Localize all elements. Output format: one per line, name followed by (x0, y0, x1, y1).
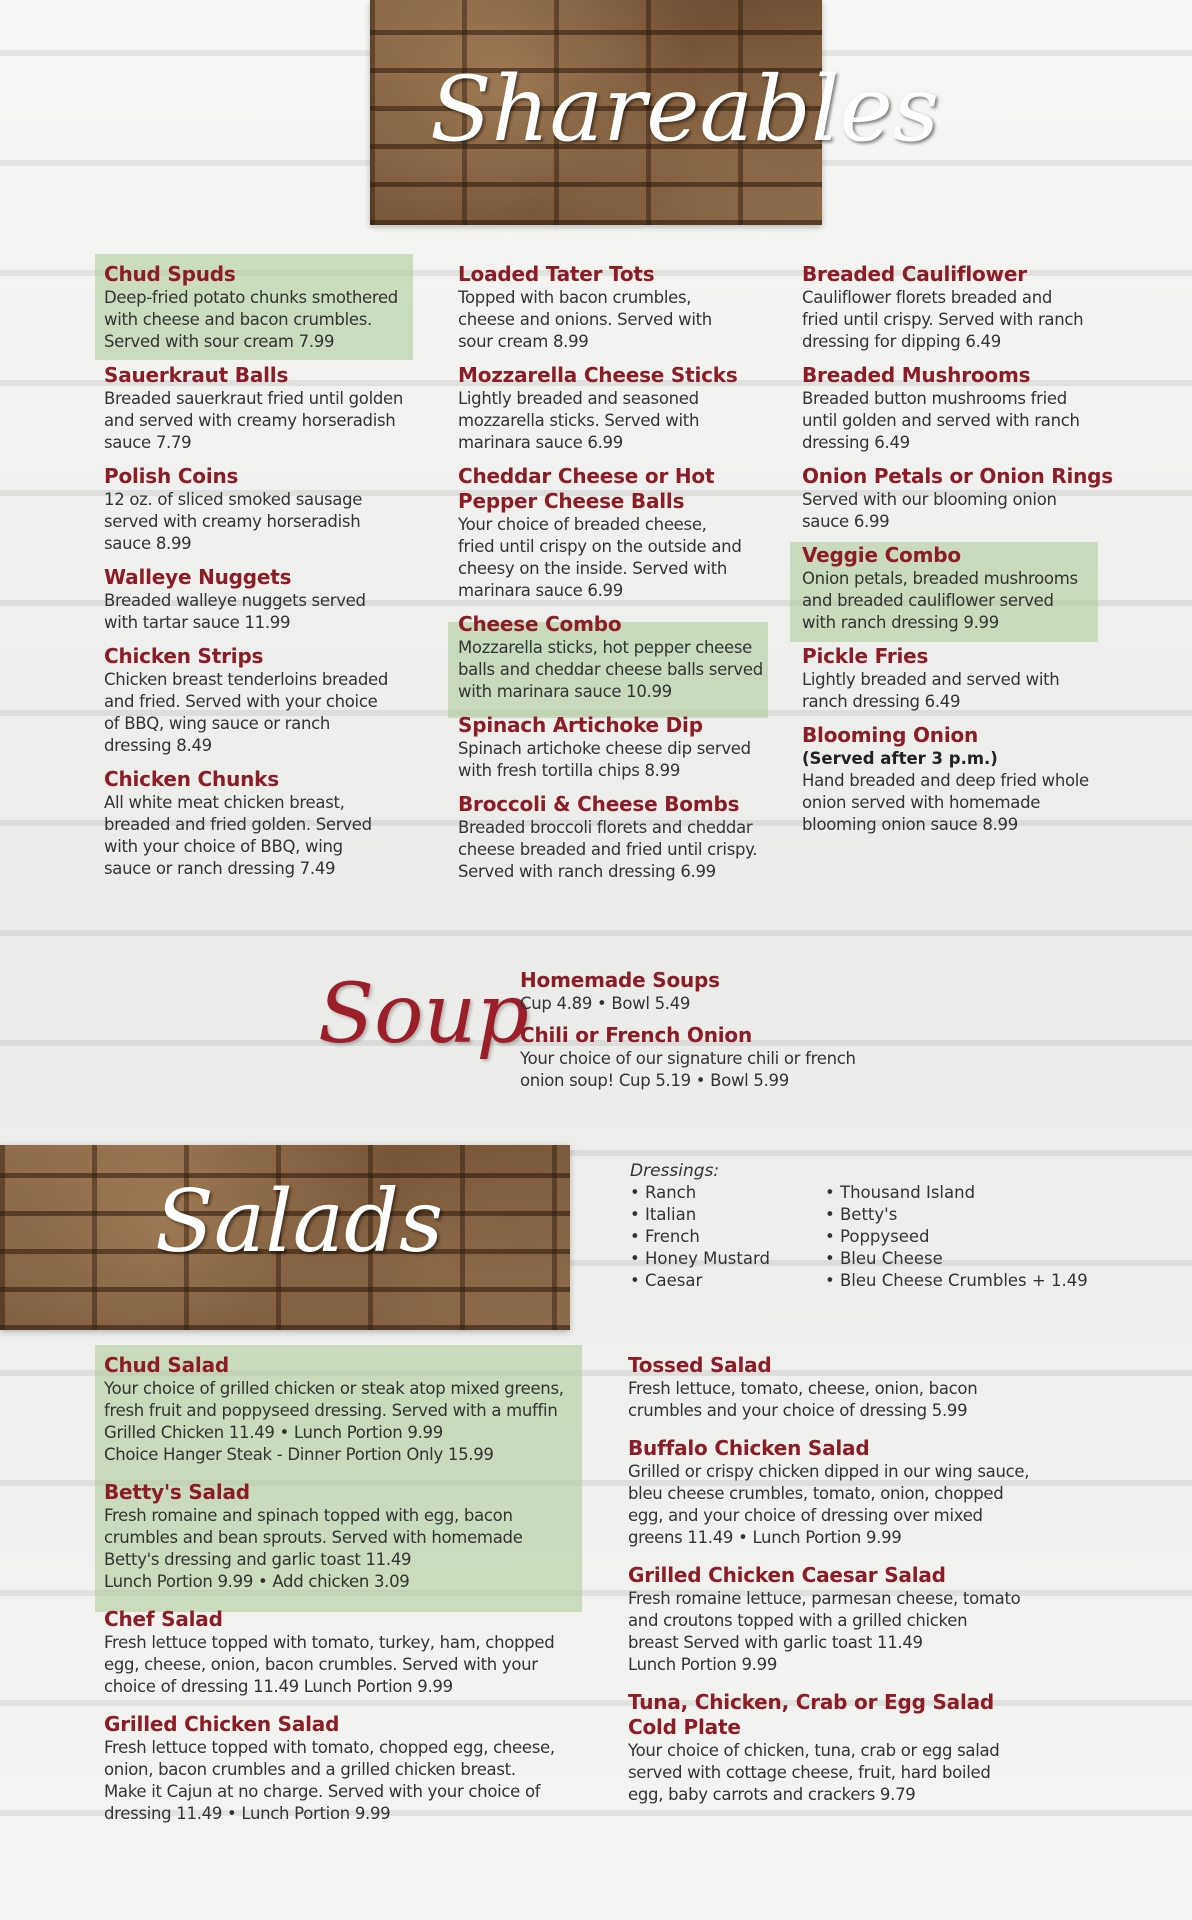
item-desc: Your choice of breaded cheese, fried until crispy on the outside and cheesy on the inside. Served with marinara sauce 6.99 (458, 515, 742, 600)
item-desc: Your choice of chicken, tuna, crab or egg salad served with cottage cheese, fruit, hard boiled egg, baby carrots and crackers 9.79 (628, 1741, 1000, 1804)
item-desc: Served with our blooming onion sauce 6.99 (802, 490, 1057, 531)
item-desc: Fresh lettuce, tomato, cheese, onion, bacon crumbles and your choice of dressing 5.99 (628, 1379, 978, 1420)
menu-item-loaded-tater-tots (458, 262, 778, 353)
menu-item-chud-salad (104, 1353, 579, 1466)
menu-item-breaded-mushrooms (802, 363, 1132, 454)
dressing-item: • Italian (630, 1204, 825, 1226)
item-desc: Deep-fried potato chunks smothered with cheese and bacon crumbles. Served with sour cream 7.99 (104, 288, 398, 351)
item-desc: Chicken breast tenderloins breaded and fried. Served with your choice of BBQ, wing sauce or ranch dressing 8.49 (104, 670, 389, 755)
menu-item-bettys-salad (104, 1480, 579, 1593)
dressings-list-left (630, 1182, 825, 1292)
item-name: Cheese Combo (458, 612, 622, 636)
menu-item-chud-spuds (104, 262, 424, 353)
menu-item-walleye-nuggets (104, 565, 424, 634)
dressings-box (630, 1160, 1130, 1292)
item-name: Grilled Chicken Salad (104, 1712, 340, 1736)
shareables-col-3 (802, 262, 1132, 846)
shareables-title: Shareables (430, 57, 940, 162)
menu-item-cheese-combo (458, 612, 778, 703)
item-desc: Cup 4.89 • Bowl 5.49 (520, 994, 691, 1013)
item-name: Chud Spuds (104, 262, 236, 286)
item-name: Buffalo Chicken Salad (628, 1436, 870, 1460)
item-desc: Cauliflower florets breaded and fried until crispy. Served with ranch dressing for dipping 6.49 (802, 288, 1084, 351)
item-name: Tossed Salad (628, 1353, 772, 1377)
menu-item-onion-petals (802, 464, 1132, 533)
dressing-item: • French (630, 1226, 825, 1248)
item-name: Veggie Combo (802, 543, 961, 567)
menu-item-homemade-soups (520, 968, 940, 1015)
menu-item-chicken-strips (104, 644, 424, 757)
item-desc: Fresh romaine and spinach topped with egg, bacon crumbles and bean sprouts. Served with homemade Betty's dressing and garlic toast 11.49 Lunch Portion 9.99 • Add chicken 3.09 (104, 1506, 523, 1591)
item-desc: Fresh lettuce topped with tomato, turkey, ham, chopped egg, cheese, onion, bacon crumbles. Served with your choice of dressing 11.49 Lunch Portion 9.99 (104, 1633, 555, 1696)
item-desc: Fresh lettuce topped with tomato, chopped egg, cheese, onion, bacon crumbles and a grilled chicken breast. Make it Cajun at no charge. Served with your choice of dressing 11.49 • Lunch Portion 9.99 (104, 1738, 555, 1823)
item-desc: Breaded walleye nuggets served with tartar sauce 11.99 (104, 591, 366, 632)
dressing-item: • Bleu Cheese Crumbles + 1.49 (825, 1270, 1125, 1292)
menu-item-broccoli-cheese-bombs (458, 792, 778, 883)
menu-item-cheese-balls (458, 464, 778, 602)
item-desc: Spinach artichoke cheese dip served with fresh tortilla chips 8.99 (458, 739, 751, 780)
dressing-item: • Thousand Island (825, 1182, 1125, 1204)
menu-item-pickle-fries (802, 644, 1132, 713)
item-desc: Onion petals, breaded mushrooms and breaded cauliflower served with ranch dressing 9.99 (802, 569, 1078, 632)
item-name: Breaded Mushrooms (802, 363, 1031, 387)
dressing-item: • Ranch (630, 1182, 825, 1204)
dressing-item: • Betty's (825, 1204, 1125, 1226)
menu-item-breaded-cauliflower (802, 262, 1132, 353)
menu-item-mozzarella-sticks (458, 363, 778, 454)
item-name: Chili or French Onion (520, 1023, 752, 1047)
item-name: Broccoli & Cheese Bombs (458, 792, 740, 816)
shareables-col-2 (458, 262, 778, 893)
soup-title: Soup (318, 967, 529, 1062)
menu-item-spinach-artichoke-dip (458, 713, 778, 782)
item-desc: Breaded button mushrooms fried until golden and served with ranch dressing 6.49 (802, 389, 1080, 452)
item-name: Tuna, Chicken, Crab or Egg Salad Cold Plate (628, 1690, 995, 1739)
item-name: Chicken Chunks (104, 767, 279, 791)
item-desc: Breaded broccoli florets and cheddar cheese breaded and fried until crispy. Served with ranch dressing 6.99 (458, 818, 758, 881)
item-name: Cheddar Cheese or Hot Pepper Cheese Balls (458, 464, 715, 513)
item-name: Pickle Fries (802, 644, 929, 668)
menu-item-grilled-chicken-salad (104, 1712, 579, 1825)
dressing-item: • Poppyseed (825, 1226, 1125, 1248)
menu-item-blooming-onion (802, 723, 1132, 836)
item-desc: Mozzarella sticks, hot pepper cheese balls and cheddar cheese balls served with marinara sauce 10.99 (458, 638, 763, 701)
item-name: Onion Petals or Onion Rings (802, 464, 1113, 488)
item-name: Blooming Onion (802, 723, 979, 747)
menu-item-chicken-chunks (104, 767, 424, 880)
dressings-title: Dressings: (630, 1161, 720, 1181)
item-name: Loaded Tater Tots (458, 262, 655, 286)
item-desc: Your choice of our signature chili or french onion soup! Cup 5.19 • Bowl 5.99 (520, 1049, 856, 1090)
item-name: Grilled Chicken Caesar Salad (628, 1563, 946, 1587)
dressing-item: • Bleu Cheese (825, 1248, 1125, 1270)
shareables-col-1 (104, 262, 424, 890)
menu-item-polish-coins (104, 464, 424, 555)
menu-item-buffalo-chicken-salad (628, 1436, 1108, 1549)
item-name: Chud Salad (104, 1353, 230, 1377)
item-desc: Topped with bacon crumbles, cheese and onions. Served with sour cream 8.99 (458, 288, 712, 351)
salads-col-1 (104, 1353, 579, 1835)
item-desc: Grilled or crispy chicken dipped in our wing sauce, bleu cheese crumbles, tomato, onion, chopped egg, and your choice of dressing over mixed greens 11.49 • Lunch Portion 9.99 (628, 1462, 1030, 1547)
salads-col-2 (628, 1353, 1108, 1816)
menu-item-grilled-chicken-caesar (628, 1563, 1108, 1676)
item-name: Homemade Soups (520, 968, 720, 992)
item-desc: Hand breaded and deep fried whole onion served with homemade blooming onion sauce 8.99 (802, 771, 1089, 834)
menu-item-chili-french-onion (520, 1023, 940, 1092)
dressing-item: • Caesar (630, 1270, 825, 1292)
item-desc: All white meat chicken breast, breaded and fried golden. Served with your choice of BBQ, wing sauce or ranch dressing 7.49 (104, 793, 372, 878)
item-desc: Lightly breaded and served with ranch dressing 6.49 (802, 670, 1060, 711)
item-name: Spinach Artichoke Dip (458, 713, 703, 737)
salads-title: Salads (155, 1172, 444, 1272)
item-desc: Your choice of grilled chicken or steak atop mixed greens, fresh fruit and poppyseed dressing. Served with a muffin Grilled Chicken 11.49 • Lunch Portion 9.99 Choice Hanger Steak - Dinner Portion Only 15.99 (104, 1379, 564, 1464)
menu-item-chef-salad (104, 1607, 579, 1698)
item-desc: Breaded sauerkraut fried until golden and served with creamy horseradish sauce 7.79 (104, 389, 404, 452)
item-name: Chicken Strips (104, 644, 264, 668)
item-name: Betty's Salad (104, 1480, 250, 1504)
item-desc: Lightly breaded and seasoned mozzarella sticks. Served with marinara sauce 6.99 (458, 389, 700, 452)
item-name: Chef Salad (104, 1607, 223, 1631)
menu-item-cold-plate (628, 1690, 1108, 1806)
item-name: Walleye Nuggets (104, 565, 292, 589)
item-name: Breaded Cauliflower (802, 262, 1027, 286)
item-name: Polish Coins (104, 464, 239, 488)
item-name: Mozzarella Cheese Sticks (458, 363, 738, 387)
dressings-list-right (825, 1182, 1125, 1292)
soup-list (520, 968, 940, 1102)
item-name: Sauerkraut Balls (104, 363, 289, 387)
menu-item-sauerkraut-balls (104, 363, 424, 454)
menu-item-veggie-combo (802, 543, 1132, 634)
dressing-item: • Honey Mustard (630, 1248, 825, 1270)
item-desc: 12 oz. of sliced smoked sausage served with creamy horseradish sauce 8.99 (104, 490, 363, 553)
menu-item-tossed-salad (628, 1353, 1108, 1422)
item-note: (Served after 3 p.m.) (802, 749, 998, 768)
item-desc: Fresh romaine lettuce, parmesan cheese, tomato and croutons topped with a grilled chicken breast Served with garlic toast 11.49 Lunch Portion 9.99 (628, 1589, 1021, 1674)
